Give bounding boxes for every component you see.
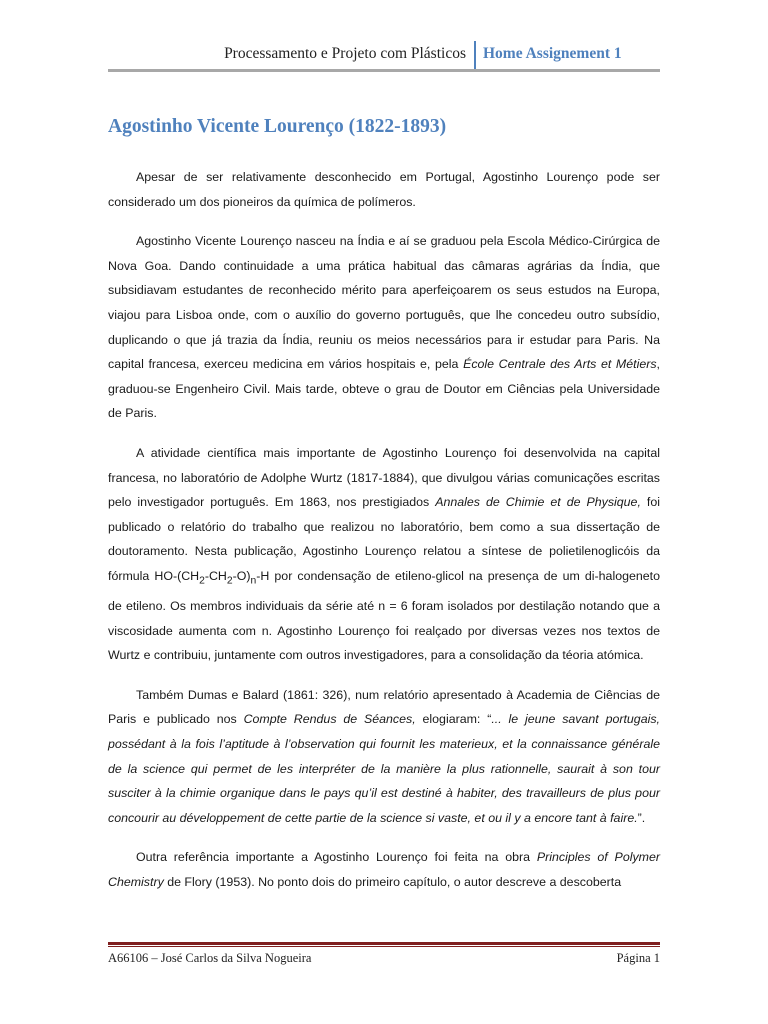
header-divider [474, 41, 476, 71]
paragraph-biography [108, 229, 660, 426]
document-body [108, 165, 660, 910]
paragraph-citation-text-a: Também Dumas e Balard (1861: 326), num relatório apresentado à Academia de Ciências de Paris e publicado nos [108, 687, 660, 727]
paragraph-research [108, 441, 660, 668]
header-assignment-title: Home Assignement 1 [483, 45, 622, 62]
paragraph-biography-text-a: Agostinho Vicente Lourenço nasceu na Índia e aí se graduou pela Escola Médico-Cirúrgica de Nova Goa. Dando continuidade a uma prática habitual das câmaras agrárias da Índia, que subsidiavam estudantes de reconhecido mérito para aperfeiçoarem os seus estudos na Europa, viajou para Lisboa onde, com o auxílio do governo português, que lhe concedeu outro subsídio, duplicando o que já trazia da Índia, reuniu os meios necessários para ir estudar para Paris. Na capital francesa, exerceu medicina em vários hospitais e, pela [108, 234, 660, 372]
paragraph-research-text-b: foi publicado o relatório do trabalho que realizou no laboratório, bem como a sua dissertação de doutoramento. Nesta publicação, Agostinho Lourenço relatou a síntese de polietilenoglicóis da fórmula HO-(CH [108, 495, 660, 583]
page-title: Agostinho Vicente Lourenço (1822-1893) [108, 116, 447, 137]
book-title-italic: Principles of Polymer Chemistry [108, 850, 660, 889]
school-name-italic: École Centrale des Arts et Métiers [463, 357, 657, 372]
publication-name-italic: Compte Rendus de Séances, [243, 712, 416, 727]
footer-rule-thin [108, 946, 660, 947]
paragraph-intro-text: Apesar de ser relativamente desconhecido em Portugal, Agostinho Lourenço pode ser considerado um dos pioneiros da química de polímeros. [108, 170, 660, 209]
paragraph-research-text-d: -O) [232, 568, 251, 583]
header-rule [108, 69, 660, 72]
footer-author: A66106 – José Carlos da Silva Nogueira [108, 951, 312, 965]
paragraph-citation-text-b: elogiaram: “ [415, 712, 492, 727]
paragraph-flory-text-b: de Flory (1953). No ponto dois do primeiro capítulo, o autor descreve a descoberta [163, 874, 622, 889]
paragraph-biography-text-b: , graduou-se Engenheiro Civil. Mais tarde, obteve o grau de Doutor em Ciências pela Universidade de Paris. [108, 357, 660, 421]
french-quote: ... le jeune savant portugais, possédant à la fois l’aptitude à l’observation qui fournit les materieux, et la connaissance générale de la science qui permet de les interpréter de la manière la plus rationnelle, saurait à son tour susciter à la chimie organique dans le pays qu’il est destiné à habiter, des travailleurs de plus pour concourir au développement de cette partie de la science si vaste, et ou il y a encore tant à faire. [108, 712, 660, 825]
formula-subscript-n: n [250, 575, 257, 587]
paragraph-research-text-a: A atividade científica mais importante de Agostinho Lourenço foi desenvolvida na capital francesa, no laboratório de Adolphe Wurtz (1817-1884), que divulgou várias comunicações escritas pelo investigador português. Em 1863, nos prestigiados [108, 445, 660, 510]
journal-name-italic: Annales de Chimie et de Physique, [435, 495, 641, 510]
paragraph-research-text-e: -H por condensação de etileno-glicol na presença de um di-halogeneto de etileno. Os membros individuais da série até n = 6 foram isolados por destilação notando que a viscosidade aumenta com n. Agostinho Lourenço foi realçado por diversas vezes nos textos de Wurtz e contribuiu, juntamente com outros investigadores, para a consolidação da téoria atómica. [108, 568, 660, 663]
paragraph-citation [108, 683, 660, 831]
formula-subscript-1: 2 [199, 575, 205, 587]
paragraph-intro [108, 165, 660, 214]
paragraph-research-text-c: -CH [204, 568, 227, 583]
paragraph-citation-text-c: ”. [637, 810, 646, 825]
footer-page-number: Página 1 [616, 951, 660, 965]
formula-subscript-2: 2 [226, 575, 233, 587]
paragraph-flory [108, 845, 660, 894]
header-course-title: Processamento e Projeto com Plásticos [224, 45, 466, 62]
footer-rule-thick [108, 942, 660, 945]
paragraph-flory-text-a: Outra referência importante a Agostinho Lourenço foi feita na obra [136, 850, 537, 865]
